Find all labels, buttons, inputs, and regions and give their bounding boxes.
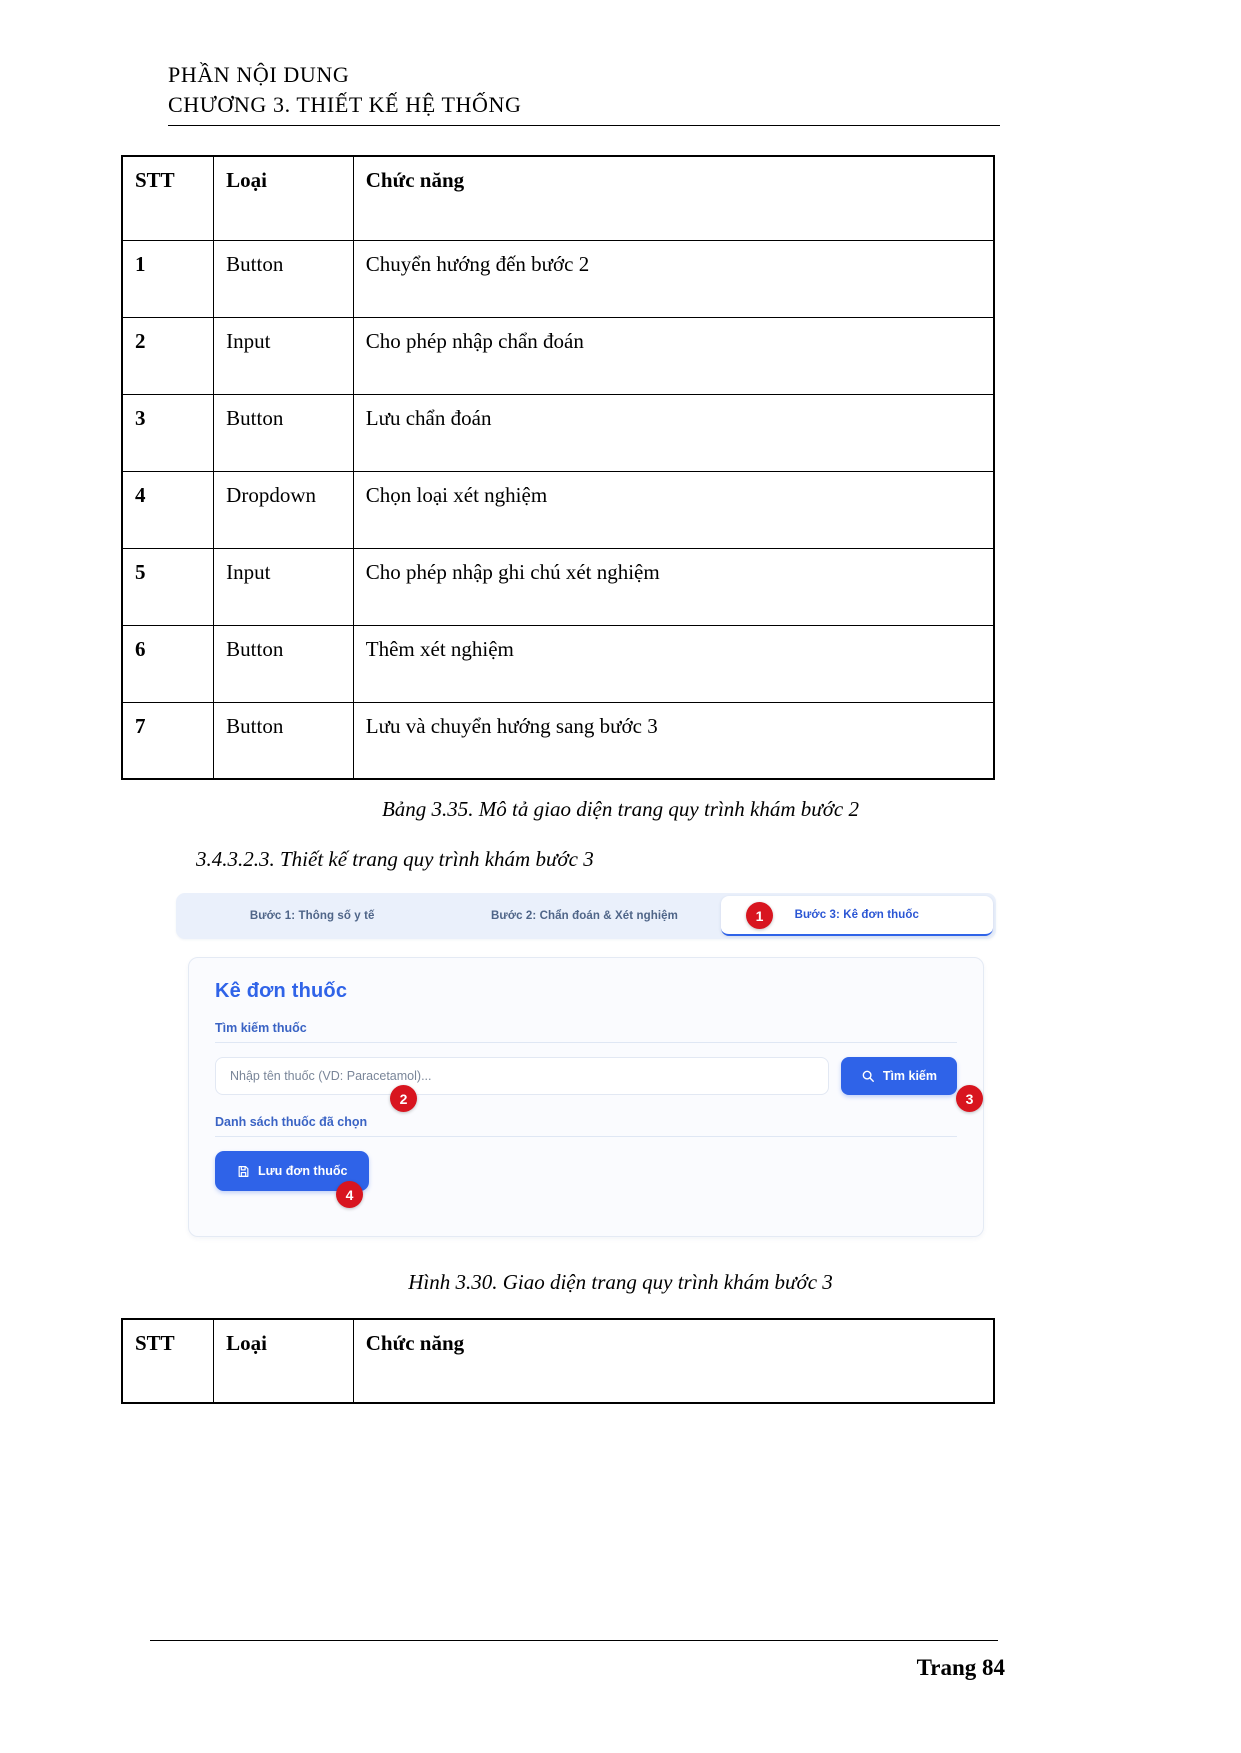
cell-loai: Button xyxy=(214,625,354,702)
table-row xyxy=(122,471,994,548)
column-header-chuc-nang: Chức năng xyxy=(353,156,994,240)
figure-app-screenshot xyxy=(172,893,1000,1249)
selected-medicines-label: Danh sách thuốc đã chọn xyxy=(215,1115,368,1129)
cell-chuc-nang: Chuyển hướng đến bước 2 xyxy=(353,240,994,317)
tab-step-1-label: Bước 1: Thông số y tế xyxy=(249,910,375,922)
table-row xyxy=(122,240,994,317)
figure-caption: Hình 3.30. Giao diện trang quy trình khám bước 3 xyxy=(408,1270,833,1294)
header-line-2: CHƯƠNG 3. THIẾT KẾ HỆ THỐNG xyxy=(168,92,522,117)
callout-badge-1: 1 xyxy=(746,902,773,929)
save-row xyxy=(215,1151,957,1191)
cell-chuc-nang: Cho phép nhập ghi chú xét nghiệm xyxy=(353,548,994,625)
cell-loai: Button xyxy=(214,702,354,779)
cell-chuc-nang: Lưu chẩn đoán xyxy=(353,394,994,471)
header-line-1: PHẦN NỘI DUNG xyxy=(168,62,350,87)
cell-stt: 1 xyxy=(122,240,214,317)
prescription-card xyxy=(188,957,984,1237)
header-rule xyxy=(168,125,1000,126)
selected-medicines-divider xyxy=(215,1136,957,1137)
cell-loai: Input xyxy=(214,548,354,625)
cell-chuc-nang: Cho phép nhập chẩn đoán xyxy=(353,317,994,394)
floppy-disk-icon xyxy=(237,1165,250,1178)
table-header-row xyxy=(122,1319,994,1403)
spec-table-step2 xyxy=(121,155,995,780)
section-heading: 3.4.3.2.3. Thiết kế trang quy trình khám bước 3 xyxy=(196,847,594,871)
table-row xyxy=(122,548,994,625)
search-row xyxy=(215,1057,957,1095)
callout-badge-3: 3 xyxy=(956,1085,983,1112)
tab-step-2[interactable] xyxy=(448,893,720,939)
save-prescription-label: Lưu đơn thuốc xyxy=(258,1164,348,1178)
table-row xyxy=(122,394,994,471)
page-number: Trang 84 xyxy=(916,1655,1005,1680)
table-caption: Bảng 3.35. Mô tả giao diện trang quy trình khám bước 2 xyxy=(381,797,860,821)
medicine-search-placeholder: Nhập tên thuốc (VD: Paracetamol)... xyxy=(230,1069,432,1083)
cell-chuc-nang: Lưu và chuyển hướng sang bước 3 xyxy=(353,702,994,779)
cell-stt: 7 xyxy=(122,702,214,779)
search-button[interactable] xyxy=(841,1057,957,1095)
table-row xyxy=(122,702,994,779)
tab-step-3-label: Bước 3: Kê đơn thuốc xyxy=(794,909,920,921)
tab-step-2-label: Bước 2: Chẩn đoán & Xét nghiệm xyxy=(491,910,678,922)
card-title: Kê đơn thuốc xyxy=(215,980,348,1002)
spec-table-step3 xyxy=(121,1318,995,1404)
table-row xyxy=(122,317,994,394)
search-divider xyxy=(215,1042,957,1043)
column-header-chuc-nang: Chức năng xyxy=(353,1319,994,1403)
callout-badge-4: 4 xyxy=(336,1181,363,1208)
column-header-loai: Loại xyxy=(214,1319,354,1403)
column-header-stt: STT xyxy=(122,1319,214,1403)
medicine-search-input[interactable] xyxy=(215,1057,829,1095)
cell-stt: 6 xyxy=(122,625,214,702)
cell-loai: Input xyxy=(214,317,354,394)
cell-stt: 5 xyxy=(122,548,214,625)
cell-stt: 4 xyxy=(122,471,214,548)
cell-loai: Button xyxy=(214,240,354,317)
cell-chuc-nang: Chọn loại xét nghiệm xyxy=(353,471,994,548)
search-icon xyxy=(861,1069,875,1083)
cell-loai: Button xyxy=(214,394,354,471)
cell-chuc-nang: Thêm xét nghiệm xyxy=(353,625,994,702)
step-tabbar xyxy=(176,893,996,939)
cell-stt: 2 xyxy=(122,317,214,394)
cell-stt: 3 xyxy=(122,394,214,471)
selected-medicines-block xyxy=(215,1115,957,1191)
table-header-row xyxy=(122,156,994,240)
callout-badge-2: 2 xyxy=(390,1085,417,1112)
running-header xyxy=(168,60,998,126)
column-header-loai: Loại xyxy=(214,156,354,240)
footer-rule xyxy=(150,1640,998,1641)
search-button-label: Tìm kiếm xyxy=(882,1069,937,1083)
table-row xyxy=(122,625,994,702)
column-header-stt: STT xyxy=(122,156,214,240)
tab-step-1[interactable] xyxy=(176,893,448,939)
search-section-label: Tìm kiếm thuốc xyxy=(215,1021,307,1035)
cell-loai: Dropdown xyxy=(214,471,354,548)
